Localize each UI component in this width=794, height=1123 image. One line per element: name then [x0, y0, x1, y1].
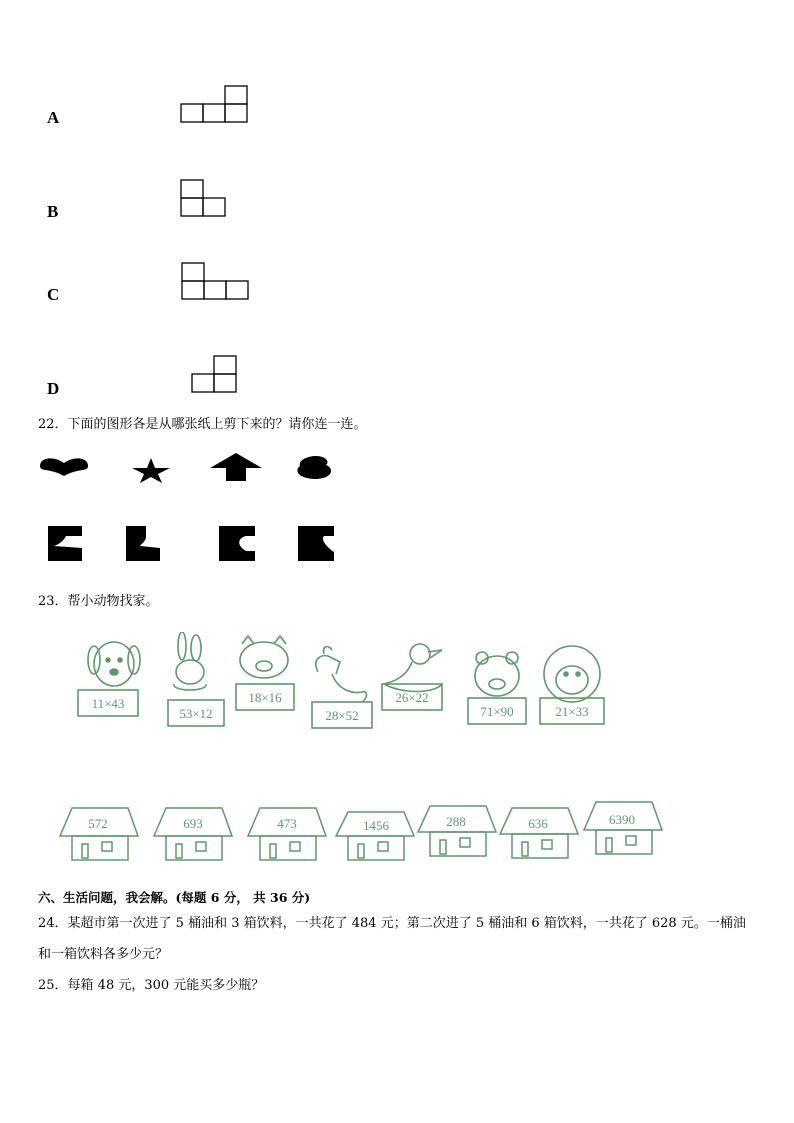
question-23-text: 23．帮小动物找家。 [38, 594, 159, 609]
house-number-2: 693 [183, 816, 203, 831]
house-number-3: 473 [277, 816, 297, 831]
option-d-figure [189, 354, 241, 396]
animal-card-1: 11×43 [91, 696, 125, 711]
cut-paper-3 [219, 526, 255, 561]
option-label-a: A [47, 108, 60, 127]
cloud-shape [297, 456, 331, 479]
animal-card-6: 71×90 [480, 704, 514, 719]
option-c-figure [178, 261, 252, 303]
option-label-b: B [47, 202, 59, 221]
house-number-4: 1456 [363, 818, 389, 833]
star-shape [132, 458, 170, 483]
cut-paper-2 [126, 526, 160, 561]
option-b-figure [178, 178, 230, 220]
house-number-1: 572 [88, 816, 108, 831]
house-7 [584, 802, 662, 854]
houses-figure [56, 798, 664, 866]
question-22-text: 22．下面的图形各是从哪张纸上剪下来的？请你连一连。 [38, 417, 367, 432]
cut-shapes-figure [36, 448, 346, 568]
house-number-6: 636 [528, 816, 548, 831]
question-25-text: 25．每箱 48 元，300 元能买多少瓶？ [38, 978, 265, 993]
house-number-7: 6390 [609, 812, 635, 827]
animal-card-2: 53×12 [179, 706, 213, 721]
animal-card-4: 28×52 [325, 708, 359, 723]
animal-card-3: 18×16 [248, 690, 282, 705]
animal-card-7: 21×33 [555, 704, 589, 719]
option-label-d: D [47, 379, 60, 398]
option-label-c: C [47, 285, 60, 304]
section-6-title: 六、生活问题，我会解。(每题 6 分， 共 36 分) [38, 890, 311, 905]
house-number-5: 288 [446, 814, 466, 829]
animals-figure [62, 632, 622, 737]
heart-shape [40, 458, 88, 476]
cut-paper-1 [48, 526, 82, 561]
cut-paper-4 [298, 526, 334, 561]
animal-card-5: 26×22 [395, 690, 429, 705]
arrow-up-shape [210, 453, 262, 481]
option-a-figure [178, 85, 252, 127]
question-24-text: 24．某超市第一次进了 5 桶油和 3 箱饮料，一共花了 484 元；第二次进了 5 桶油和 6 箱饮料，一共花了 628 元。一桶油和一箱饮料各多少元？ [38, 916, 746, 962]
